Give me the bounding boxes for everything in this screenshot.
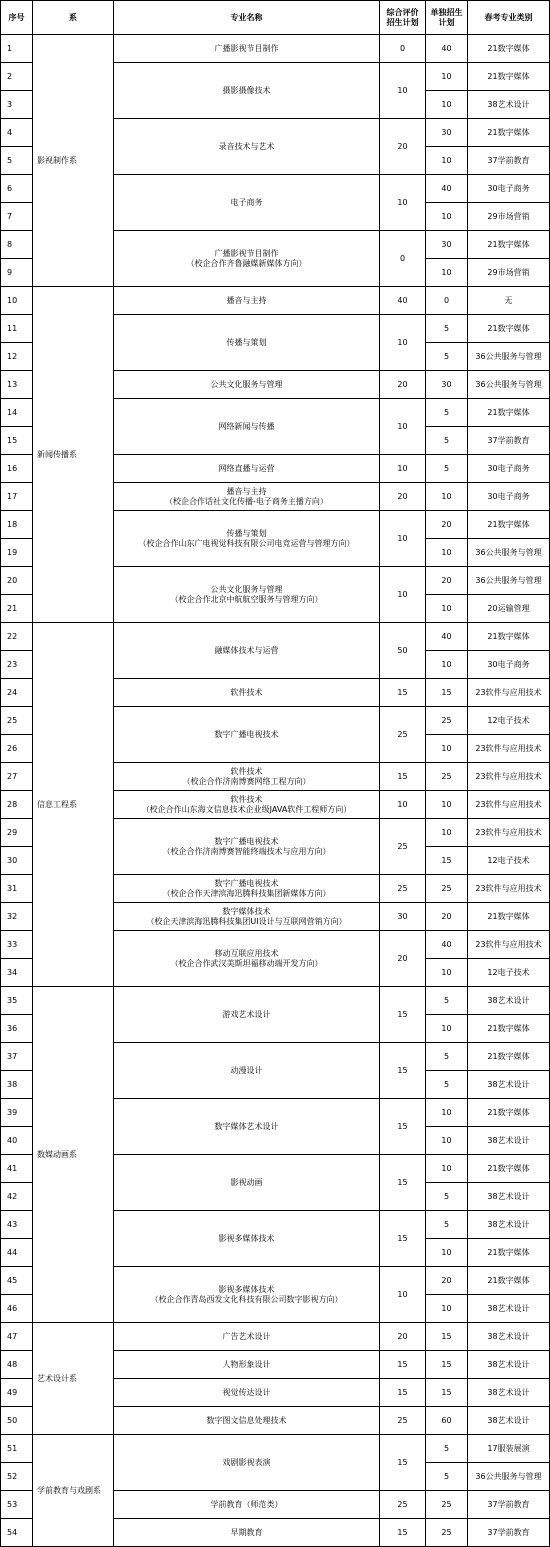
single-plan-value: 5 <box>426 399 468 427</box>
spring-category-value: 20运输管理 <box>468 595 550 623</box>
spring-category-value: 21数字媒体 <box>468 1015 550 1043</box>
comprehensive-plan-value: 15 <box>380 1155 426 1211</box>
single-plan-value: 10 <box>426 651 468 679</box>
major-name: 软件技术 <box>230 687 263 697</box>
row-number: 50 <box>1 1407 33 1435</box>
major-name: 影视多媒体技术 <box>218 1233 275 1243</box>
row-number: 54 <box>1 1519 33 1547</box>
row-number: 25 <box>1 707 33 735</box>
spring-category-value: 21数字媒体 <box>468 511 550 539</box>
comprehensive-plan-value: 10 <box>380 1267 426 1323</box>
major-name-cell <box>114 1435 380 1491</box>
major-name: 数字图文信息处理技术 <box>206 1415 287 1425</box>
major-name-cell <box>114 819 380 875</box>
comprehensive-plan-value: 20 <box>380 371 426 399</box>
major-name-cell <box>114 987 380 1043</box>
single-plan-value: 20 <box>426 511 468 539</box>
major-name: 公共文化服务与管理 <box>210 379 283 389</box>
major-name: 数字广播电视技术 <box>214 878 279 888</box>
spring-category-value: 21数字媒体 <box>468 1155 550 1183</box>
major-direction: （校企天津滨海迅腾科技集团UI设计与互联网营销方向） <box>146 916 347 926</box>
major-name: 广播影视节目制作 <box>214 248 279 258</box>
comprehensive-plan-value: 15 <box>380 1379 426 1407</box>
spring-category-value: 36公共服务与管理 <box>468 343 550 371</box>
single-plan-value: 5 <box>426 315 468 343</box>
single-plan-value: 15 <box>426 1323 468 1351</box>
spring-category-value: 12电子技术 <box>468 959 550 987</box>
major-name: 动漫设计 <box>230 1065 263 1075</box>
major-direction: （校企合作北京中航航空服务与管理方向） <box>170 594 323 604</box>
comprehensive-plan-value: 15 <box>380 987 426 1043</box>
comprehensive-plan-value: 15 <box>380 679 426 707</box>
major-direction: （校企合作齐鲁融媒新媒体方向） <box>186 258 307 268</box>
header-spring-category: 春考专业类别 <box>468 1 550 35</box>
single-plan-value: 40 <box>426 931 468 959</box>
major-name: 人物形象设计 <box>222 1359 271 1369</box>
major-name-cell <box>114 1407 380 1435</box>
single-plan-value: 5 <box>426 1435 468 1463</box>
row-number: 35 <box>1 987 33 1015</box>
major-name-cell <box>114 875 380 903</box>
single-plan-value: 40 <box>426 623 468 651</box>
spring-category-value: 38艺术设计 <box>468 987 550 1015</box>
spring-category-value: 30电子商务 <box>468 175 550 203</box>
comprehensive-plan-value: 25 <box>380 819 426 875</box>
major-name: 软件技术 <box>230 766 263 776</box>
single-plan-value: 10 <box>426 1295 468 1323</box>
major-name: 影视多媒体技术 <box>218 1284 275 1294</box>
major-direction: （校企合作青岛西发文化科技有限公司数字影视方向） <box>150 1294 343 1304</box>
single-plan-value: 10 <box>426 483 468 511</box>
row-number: 3 <box>1 91 33 119</box>
single-plan-value: 25 <box>426 1491 468 1519</box>
single-plan-value: 10 <box>426 63 468 91</box>
comprehensive-plan-value: 10 <box>380 511 426 567</box>
major-name-cell <box>114 763 380 791</box>
major-direction: （校企合作济南博赛智能终端技术与应用方向） <box>162 846 331 856</box>
row-number: 5 <box>1 147 33 175</box>
header-seq: 序号 <box>1 1 33 35</box>
single-plan-value: 5 <box>426 1463 468 1491</box>
table-row <box>1 1323 550 1351</box>
row-number: 24 <box>1 679 33 707</box>
row-number: 40 <box>1 1127 33 1155</box>
comprehensive-plan-value: 10 <box>380 399 426 455</box>
spring-category-value: 30电子商务 <box>468 483 550 511</box>
single-plan-value: 5 <box>426 1071 468 1099</box>
major-direction: （校企合作天津滨海迅腾科技集团新媒体方向） <box>162 888 331 898</box>
single-plan-value: 30 <box>426 371 468 399</box>
single-plan-value: 20 <box>426 1267 468 1295</box>
single-plan-value: 5 <box>426 427 468 455</box>
row-number: 20 <box>1 567 33 595</box>
major-name: 播音与主持 <box>226 486 267 496</box>
major-name-cell <box>114 623 380 679</box>
row-number: 27 <box>1 763 33 791</box>
spring-category-value: 21数字媒体 <box>468 231 550 259</box>
single-plan-value: 10 <box>426 595 468 623</box>
row-number: 30 <box>1 847 33 875</box>
spring-category-value: 36公共服务与管理 <box>468 371 550 399</box>
spring-category-value: 30电子商务 <box>468 455 550 483</box>
comprehensive-plan-value: 0 <box>380 231 426 287</box>
single-plan-value: 10 <box>426 1239 468 1267</box>
spring-category-value: 38艺术设计 <box>468 1211 550 1239</box>
spring-category-value: 36公共服务与管理 <box>468 567 550 595</box>
row-number: 13 <box>1 371 33 399</box>
major-direction: （校企合作话社文化传播-电子商务主播方向） <box>165 496 328 506</box>
major-name: 早期教育 <box>230 1527 263 1537</box>
major-direction: （校企合作山东广电视觉科技有限公司电竞运营与管理方向） <box>138 538 355 548</box>
major-name: 传播与策划 <box>226 528 267 538</box>
comprehensive-plan-value: 10 <box>380 175 426 231</box>
spring-category-value: 12电子技术 <box>468 847 550 875</box>
row-number: 31 <box>1 875 33 903</box>
single-plan-value: 5 <box>426 987 468 1015</box>
single-plan-value: 25 <box>426 763 468 791</box>
single-plan-value: 10 <box>426 735 468 763</box>
major-name-cell <box>114 511 380 567</box>
spring-category-value: 38艺术设计 <box>468 1071 550 1099</box>
row-number: 45 <box>1 1267 33 1295</box>
row-number: 15 <box>1 427 33 455</box>
major-name-cell <box>114 567 380 623</box>
comprehensive-plan-value: 15 <box>380 763 426 791</box>
comprehensive-plan-value: 50 <box>380 623 426 679</box>
major-name: 传播与策划 <box>226 337 267 347</box>
major-name-cell <box>114 1099 380 1155</box>
major-name-cell <box>114 1379 380 1407</box>
major-name-cell <box>114 455 380 483</box>
row-number: 38 <box>1 1071 33 1099</box>
major-direction: （校企合作武汉美斯坦福移动端开发方向） <box>170 958 323 968</box>
single-plan-value: 30 <box>426 231 468 259</box>
single-plan-value: 0 <box>426 287 468 315</box>
single-plan-value: 25 <box>426 875 468 903</box>
spring-category-value: 23软件与应用技术 <box>468 735 550 763</box>
comprehensive-plan-value: 30 <box>380 903 426 931</box>
comprehensive-plan-value: 15 <box>380 1351 426 1379</box>
row-number: 12 <box>1 343 33 371</box>
comprehensive-plan-value: 20 <box>380 483 426 511</box>
major-name-cell <box>114 1519 380 1547</box>
comprehensive-plan-value: 15 <box>380 1519 426 1547</box>
spring-category-value: 38艺术设计 <box>468 1407 550 1435</box>
spring-category-value: 21数字媒体 <box>468 1099 550 1127</box>
major-name: 广播影视节目制作 <box>214 43 279 53</box>
major-name: 游戏艺术设计 <box>222 1009 271 1019</box>
row-number: 23 <box>1 651 33 679</box>
major-name-cell <box>114 791 380 819</box>
major-name-cell <box>114 35 380 63</box>
row-number: 4 <box>1 119 33 147</box>
single-plan-value: 10 <box>426 1155 468 1183</box>
major-name: 广告艺术设计 <box>222 1331 271 1341</box>
single-plan-value: 10 <box>426 539 468 567</box>
spring-category-value: 21数字媒体 <box>468 63 550 91</box>
single-plan-value: 10 <box>426 819 468 847</box>
spring-category-value: 38艺术设计 <box>468 1323 550 1351</box>
major-name-cell <box>114 399 380 455</box>
major-name-cell <box>114 63 380 119</box>
single-plan-value: 5 <box>426 455 468 483</box>
major-name-cell <box>114 231 380 287</box>
single-plan-value: 10 <box>426 259 468 287</box>
single-plan-value: 10 <box>426 203 468 231</box>
row-number: 1 <box>1 35 33 63</box>
spring-category-value: 36公共服务与管理 <box>468 539 550 567</box>
major-name: 数字广播电视技术 <box>214 729 279 739</box>
major-name: 播音与主持 <box>226 295 267 305</box>
single-plan-value: 30 <box>426 119 468 147</box>
table-row <box>1 987 550 1015</box>
major-name-cell <box>114 483 380 511</box>
row-number: 18 <box>1 511 33 539</box>
single-plan-value: 15 <box>426 679 468 707</box>
spring-category-value: 38艺术设计 <box>468 1127 550 1155</box>
spring-category-value: 21数字媒体 <box>468 315 550 343</box>
single-plan-value: 60 <box>426 1407 468 1435</box>
major-name-cell <box>114 1267 380 1323</box>
comprehensive-plan-value: 25 <box>380 875 426 903</box>
single-plan-value: 10 <box>426 1127 468 1155</box>
row-number: 6 <box>1 175 33 203</box>
comprehensive-plan-value: 10 <box>380 791 426 819</box>
row-number: 52 <box>1 1463 33 1491</box>
row-number: 33 <box>1 931 33 959</box>
spring-category-value: 38艺术设计 <box>468 1295 550 1323</box>
spring-category-value: 30电子商务 <box>468 651 550 679</box>
department-name: 信息工程系 <box>33 623 114 987</box>
row-number: 49 <box>1 1379 33 1407</box>
major-name-cell <box>114 175 380 231</box>
major-name: 学前教育（师范类） <box>210 1499 283 1509</box>
row-number: 43 <box>1 1211 33 1239</box>
major-name-cell <box>114 287 380 315</box>
major-name: 录音技术与艺术 <box>218 141 275 151</box>
major-name: 视觉传达设计 <box>222 1387 271 1397</box>
comprehensive-plan-value: 20 <box>380 1323 426 1351</box>
spring-category-value: 21数字媒体 <box>468 35 550 63</box>
spring-category-value: 21数字媒体 <box>468 399 550 427</box>
single-plan-value: 15 <box>426 847 468 875</box>
spring-category-value: 37学前教育 <box>468 1519 550 1547</box>
row-number: 8 <box>1 231 33 259</box>
table-row <box>1 35 550 63</box>
spring-category-value: 37学前教育 <box>468 147 550 175</box>
row-number: 29 <box>1 819 33 847</box>
row-number: 10 <box>1 287 33 315</box>
spring-category-value: 23软件与应用技术 <box>468 763 550 791</box>
header-single-plan: 单独招生 计划 <box>426 1 468 35</box>
spring-category-value: 23软件与应用技术 <box>468 791 550 819</box>
single-plan-value: 10 <box>426 1099 468 1127</box>
major-name-cell <box>114 707 380 763</box>
row-number: 34 <box>1 959 33 987</box>
single-plan-value: 15 <box>426 1351 468 1379</box>
spring-category-value: 21数字媒体 <box>468 119 550 147</box>
comprehensive-plan-value: 0 <box>380 35 426 63</box>
single-plan-value: 5 <box>426 1183 468 1211</box>
spring-category-value: 29市场营销 <box>468 203 550 231</box>
major-name: 戏剧影视表演 <box>222 1457 271 1467</box>
department-name: 影视制作系 <box>33 35 114 287</box>
major-name-cell <box>114 1351 380 1379</box>
major-name-cell <box>114 1323 380 1351</box>
comprehensive-plan-value: 15 <box>380 1435 426 1491</box>
comprehensive-plan-value: 10 <box>380 455 426 483</box>
major-name-cell <box>114 1043 380 1099</box>
header-row <box>1 1 550 35</box>
row-number: 16 <box>1 455 33 483</box>
header-comprehensive-plan: 综合评价 招生计划 <box>380 1 426 35</box>
major-name-cell <box>114 931 380 987</box>
comprehensive-plan-value: 10 <box>380 315 426 371</box>
row-number: 47 <box>1 1323 33 1351</box>
major-name-cell <box>114 1211 380 1267</box>
spring-category-value: 21数字媒体 <box>468 1043 550 1071</box>
header-major-name: 专业名称 <box>114 1 380 35</box>
spring-category-value: 21数字媒体 <box>468 1239 550 1267</box>
spring-category-value: 12电子技术 <box>468 707 550 735</box>
department-name: 新闻传播系 <box>33 287 114 623</box>
spring-category-value: 23软件与应用技术 <box>468 679 550 707</box>
major-name: 数字媒体艺术设计 <box>214 1121 279 1131</box>
row-number: 48 <box>1 1351 33 1379</box>
single-plan-value: 5 <box>426 1043 468 1071</box>
major-name-cell <box>114 903 380 931</box>
row-number: 17 <box>1 483 33 511</box>
major-direction: （校企合作济南博赛网络工程方向） <box>182 776 311 786</box>
major-name: 融媒体技术与运营 <box>214 645 279 655</box>
row-number: 26 <box>1 735 33 763</box>
single-plan-value: 10 <box>426 791 468 819</box>
table-body <box>1 35 550 1547</box>
single-plan-value: 25 <box>426 707 468 735</box>
spring-category-value: 23软件与应用技术 <box>468 819 550 847</box>
major-name: 网络新闻与传播 <box>218 421 275 431</box>
department-name: 数媒动画系 <box>33 987 114 1323</box>
single-plan-value: 25 <box>426 1519 468 1547</box>
row-number: 39 <box>1 1099 33 1127</box>
single-plan-value: 40 <box>426 35 468 63</box>
comprehensive-plan-value: 10 <box>380 63 426 119</box>
major-name-cell <box>114 679 380 707</box>
comprehensive-plan-value: 10 <box>380 567 426 623</box>
row-number: 53 <box>1 1491 33 1519</box>
major-name: 软件技术 <box>230 794 263 804</box>
comprehensive-plan-value: 25 <box>380 707 426 763</box>
row-number: 46 <box>1 1295 33 1323</box>
comprehensive-plan-value: 25 <box>380 1491 426 1519</box>
major-direction: （校企合作山东海文信息技术企业级JAVA软件工程师方向） <box>141 804 352 814</box>
row-number: 28 <box>1 791 33 819</box>
spring-category-value: 21数字媒体 <box>468 903 550 931</box>
spring-category-value: 38艺术设计 <box>468 1183 550 1211</box>
spring-category-value: 23软件与应用技术 <box>468 931 550 959</box>
comprehensive-plan-value: 15 <box>380 1043 426 1099</box>
spring-category-value: 36公共服务与管理 <box>468 1463 550 1491</box>
major-name-cell <box>114 1155 380 1211</box>
comprehensive-plan-value: 20 <box>380 119 426 175</box>
single-plan-value: 5 <box>426 1211 468 1239</box>
row-number: 11 <box>1 315 33 343</box>
spring-category-value: 29市场营销 <box>468 259 550 287</box>
row-number: 22 <box>1 623 33 651</box>
row-number: 36 <box>1 1015 33 1043</box>
single-plan-value: 10 <box>426 147 468 175</box>
spring-category-value: 37学前教育 <box>468 1491 550 1519</box>
table-header <box>1 1 550 35</box>
row-number: 21 <box>1 595 33 623</box>
row-number: 51 <box>1 1435 33 1463</box>
row-number: 41 <box>1 1155 33 1183</box>
row-number: 32 <box>1 903 33 931</box>
major-name: 影视动画 <box>230 1177 263 1187</box>
row-number: 7 <box>1 203 33 231</box>
row-number: 44 <box>1 1239 33 1267</box>
department-name: 艺术设计系 <box>33 1323 114 1435</box>
table-row <box>1 1435 550 1463</box>
row-number: 14 <box>1 399 33 427</box>
row-number: 2 <box>1 63 33 91</box>
department-name: 学前教育与戏剧系 <box>33 1435 114 1547</box>
spring-category-value: 21数字媒体 <box>468 623 550 651</box>
comprehensive-plan-value: 25 <box>380 1407 426 1435</box>
major-name: 移动互联应用技术 <box>214 948 279 958</box>
major-name-cell <box>114 371 380 399</box>
major-name: 电子商务 <box>230 197 263 207</box>
major-name-cell <box>114 119 380 175</box>
single-plan-value: 5 <box>426 343 468 371</box>
single-plan-value: 20 <box>426 567 468 595</box>
single-plan-value: 40 <box>426 175 468 203</box>
comprehensive-plan-value: 15 <box>380 1211 426 1267</box>
table-row <box>1 287 550 315</box>
spring-category-value: 38艺术设计 <box>468 1351 550 1379</box>
major-name-cell <box>114 315 380 371</box>
single-plan-value: 15 <box>426 1379 468 1407</box>
major-name: 网络直播与运营 <box>218 463 275 473</box>
single-plan-value: 10 <box>426 1015 468 1043</box>
major-name: 公共文化服务与管理 <box>210 584 283 594</box>
spring-category-value: 无 <box>468 287 550 315</box>
single-plan-value: 10 <box>426 91 468 119</box>
row-number: 19 <box>1 539 33 567</box>
table-row <box>1 623 550 651</box>
spring-category-value: 23软件与应用技术 <box>468 875 550 903</box>
spring-category-value: 17服装展演 <box>468 1435 550 1463</box>
major-name-cell <box>114 1491 380 1519</box>
comprehensive-plan-value: 40 <box>380 287 426 315</box>
row-number: 37 <box>1 1043 33 1071</box>
comprehensive-plan-value: 15 <box>380 1099 426 1155</box>
spring-category-value: 38艺术设计 <box>468 91 550 119</box>
row-number: 42 <box>1 1183 33 1211</box>
major-name: 数字媒体技术 <box>222 906 271 916</box>
major-name: 摄影摄像技术 <box>222 85 271 95</box>
single-plan-value: 10 <box>426 959 468 987</box>
spring-category-value: 21数字媒体 <box>468 1267 550 1295</box>
comprehensive-plan-value: 20 <box>380 931 426 987</box>
spring-category-value: 37学前教育 <box>468 427 550 455</box>
header-dept: 系 <box>33 1 114 35</box>
spring-category-value: 38艺术设计 <box>468 1379 550 1407</box>
major-name: 数字广播电视技术 <box>214 836 279 846</box>
single-plan-value: 20 <box>426 903 468 931</box>
row-number: 9 <box>1 259 33 287</box>
